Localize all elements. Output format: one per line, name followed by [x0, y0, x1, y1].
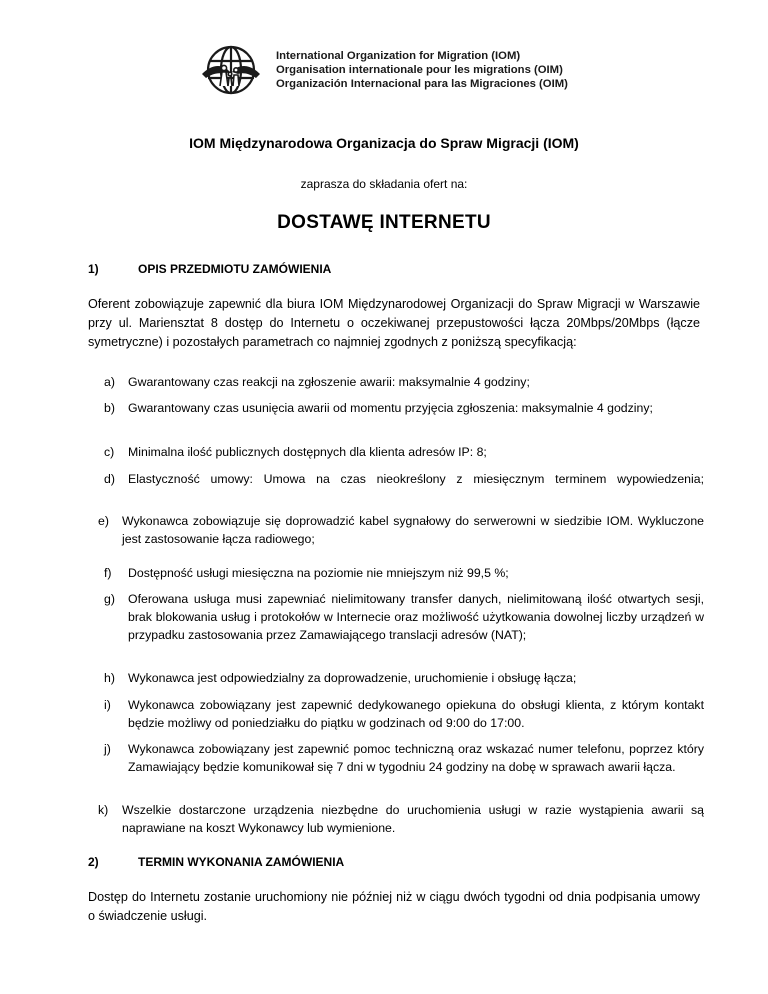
- spec-item-i: [104, 696, 704, 732]
- list-marker: d): [104, 472, 115, 486]
- list-marker: j): [104, 742, 111, 756]
- logo-line-fr: Organisation internationale pour les migrations (OIM): [276, 64, 563, 76]
- section-1-number: 1): [88, 262, 99, 276]
- section-1-intro: Oferent zobowiązuje zapewnić dla biura IOM Międzynarodowej Organizacji do Spraw Migracji w Warszawie przy ul. Mariensztat 8 dostęp do Internetu o oczekiwanej przepustowości łącza 20Mbps/20Mbps (łącze symetryczne) i pozostałych parametrach co najmniej zgodnych z poniższą specyfikacją:: [88, 297, 700, 349]
- spec-item-h: [104, 669, 704, 687]
- invitation-subtitle: zaprasza do składania ofert na:: [300, 177, 468, 191]
- list-marker: h): [104, 671, 115, 685]
- list-item-text: Wykonawca jest odpowiedzialny za doprowadzenie, uruchomienie i obsługę łącza;: [128, 671, 577, 685]
- list-marker: f): [104, 566, 112, 580]
- list-item-text: Gwarantowany czas usunięcia awarii od momentu przyjęcia zgłoszenia: maksymalnie 4 godziny;: [128, 401, 653, 415]
- list-marker: k): [98, 803, 109, 817]
- list-marker: b): [104, 401, 115, 415]
- spec-item-g: [104, 590, 704, 644]
- list-item-text: Wszelkie dostarczone urządzenia niezbędne do uruchomienia usługi w razie wystąpienia awarii są naprawiane na koszt Wykonawcy lub wymienione.: [122, 803, 704, 835]
- section-1-title: OPIS PRZEDMIOTU ZAMÓWIENIA: [138, 262, 332, 276]
- list-marker: e): [98, 514, 109, 528]
- organization-title: IOM Międzynarodowa Organizacja do Spraw Migracji (IOM): [189, 135, 579, 151]
- spec-item-k: [98, 801, 704, 837]
- spec-item-b: [104, 399, 704, 417]
- list-item-text: Gwarantowany czas reakcji na zgłoszenie awarii: maksymalnie 4 godziny;: [128, 375, 530, 389]
- spec-item-c: [104, 443, 704, 461]
- list-marker: a): [104, 375, 115, 389]
- list-item-text: Minimalna ilość publicznych dostępnych dla klienta adresów IP: 8;: [128, 445, 487, 459]
- section-2-text: Dostęp do Internetu zostanie uruchomiony nie później niż w ciągu dwóch tygodni od dnia podpisania umowy o świadczenie usługi.: [88, 890, 700, 923]
- spec-item-d: [104, 470, 704, 488]
- list-item-text: Wykonawca zobowiązuje się doprowadzić kabel sygnałowy do serwerowni w siedzibie IOM. Wykluczone jest zastosowanie łącza radiowego;: [122, 514, 704, 546]
- spec-item-j: [104, 740, 704, 776]
- logo-line-es: Organización Internacional para las Migraciones (OIM): [276, 78, 568, 90]
- iom-logo-names: [276, 49, 568, 91]
- list-item-text: Dostępność usługi miesięczna na poziomie nie mniejszym niż 99,5 %;: [128, 566, 509, 580]
- spec-item-e: [98, 512, 704, 548]
- list-item-text: Oferowana usługa musi zapewniać nielimitowany transfer danych, nielimitowaną ilość otwartych sesji, brak blokowania usług i protokołów w Internecie oraz możliwość użytkowania dowolnej liczby urządzeń w przypadku zastosowania przez Zamawiającego translacji adresów (NAT);: [128, 592, 704, 642]
- section-2-title: TERMIN WYKONANIA ZAMÓWIENIA: [138, 855, 345, 869]
- list-item-text: Wykonawca zobowiązany jest zapewnić dedykowanego opiekuna do obsługi klienta, z którym kontakt będzie możliwy od poniedziałku do piątku w godzinach od 9:00 do 17:00.: [128, 698, 704, 730]
- iom-globe-family-icon: [200, 44, 262, 96]
- spec-item-f: [104, 564, 704, 582]
- logo-line-en: International Organization for Migration (IOM): [276, 50, 521, 62]
- list-marker: i): [104, 698, 111, 712]
- list-marker: c): [104, 445, 115, 459]
- iom-logo: [200, 44, 600, 96]
- list-marker: g): [104, 592, 115, 606]
- list-item-text: Elastyczność umowy: Umowa na czas nieokreślony z miesięcznym terminem wypowiedzenia;: [128, 472, 704, 486]
- section-2-number: 2): [88, 855, 99, 869]
- page-title: DOSTAWĘ INTERNETU: [277, 212, 491, 233]
- list-item-text: Wykonawca zobowiązany jest zapewnić pomoc techniczną oraz wskazać numer telefonu, poprzez który Zamawiający będzie komunikował się 7 dni w tygodniu 24 godziny na dobę w sprawach awarii łącza.: [128, 742, 704, 774]
- spec-item-a: [104, 373, 704, 391]
